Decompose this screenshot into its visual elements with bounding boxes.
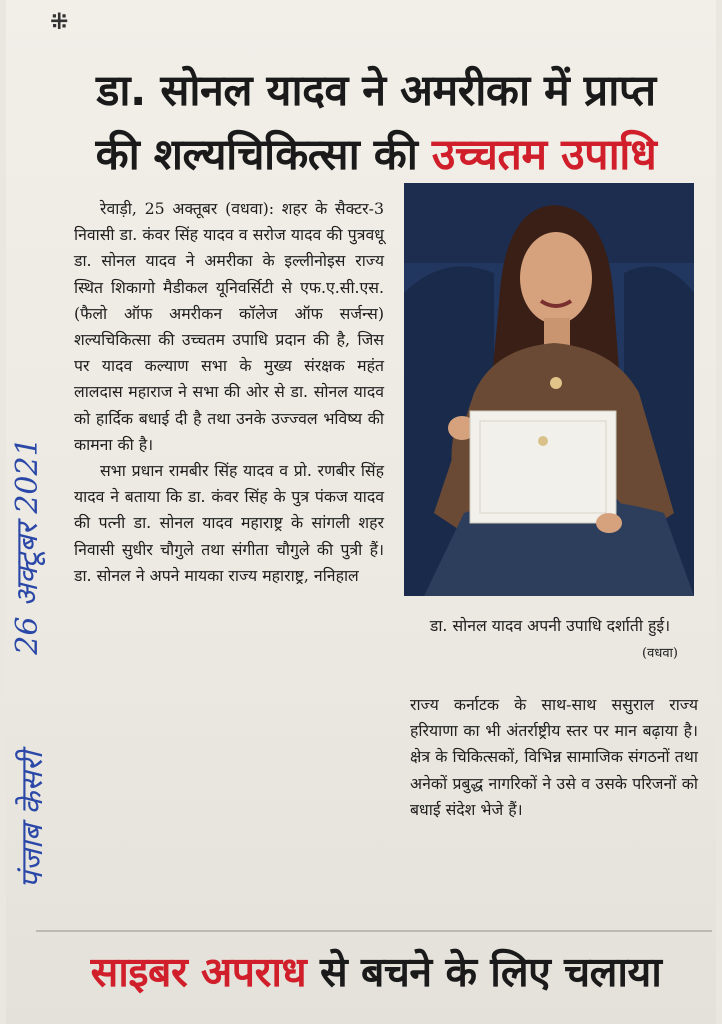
handwritten-date: 26 अक्टूबर 2021 — [10, 437, 45, 655]
headline-line-1: डा. सोनल यादव ने अमरीका में प्राप्त — [96, 66, 656, 116]
newspaper-clipping — [6, 0, 716, 1024]
masthead-mark: ⁜ — [50, 10, 69, 35]
article-column-2 — [410, 692, 698, 823]
bottom-headline-red: साइबर अपराध — [90, 948, 307, 996]
bottom-headline-black: से बचने के लिए चलाया — [319, 948, 662, 996]
photo-caption-text: डा. सोनल यादव अपनी उपाधि दर्शाती हुई। — [429, 616, 671, 635]
handwritten-newspaper-name: पंजाब केसरी — [15, 751, 50, 889]
headline-line-2-black: की शल्यचिकित्सा की — [95, 130, 418, 180]
article-paragraph-1: रेवाड़ी, 25 अक्तूबर (वधवा): शहर के सैक्टर-3 निवासी डा. कंवर सिंह यादव व सरोज यादव की पुत्रवधू डा. सोनल यादव ने अमरीका के इल्लीनोइस राज्य स्थित शिकागो मैडीकल यूनिवर्सिटी से एफ.ए.सी.एस. (फैलो ऑफ अमरीकन कॉलेज ऑफ सर्जन्स) शल्यचिकित्सा की उच्चतम उपाधि प्रदान की है, जिस पर यादव कल्याण सभा के मुख्य संरक्षक महंत लालदास महाराज ने सभा की ओर से डा. सोनल यादव को हार्दिक बधाई दी है तथा उनके उज्ज्वल भविष्य की कामना की है। — [74, 199, 384, 454]
bottom-headline — [26, 940, 722, 1004]
article-column-1 — [74, 196, 384, 589]
headline-line-2 — [46, 124, 706, 186]
headline-line-2-red: उच्चतम उपाधि — [431, 130, 657, 180]
section-divider — [36, 930, 712, 932]
woman-holding-certificate-image — [404, 183, 694, 596]
photo-caption — [412, 612, 688, 661]
article-paragraph-3: राज्य कर्नाटक के साथ-साथ ससुराल राज्य हरियाणा का भी अंतर्राष्ट्रीय स्तर पर मान बढ़ाया है। क्षेत्र के चिकित्सकों, विभिन्न सामाजिक संगठनों तथा अनेकों प्रबुद्ध नागरिकों ने उसे व उसके परिजनों को बधाई संदेश भेजे हैं। — [410, 695, 698, 819]
article-paragraph-2: सभा प्रधान रामबीर सिंह यादव व प्रो. रणबीर सिंह यादव ने बताया कि डा. कंवर सिंह के पुत्र पंकज यादव की पत्नी डा. सोनल यादव महाराष्ट्र के सांगली शहर निवासी सुधीर चौगुले तथा संगीता चौगुले की पुत्री हैं। डा. सोनल ने अपने मायका राज्य महाराष्ट्र, ननिहाल — [74, 461, 384, 585]
photo-credit: (वधवा) — [642, 646, 678, 661]
article-photo — [404, 183, 694, 596]
